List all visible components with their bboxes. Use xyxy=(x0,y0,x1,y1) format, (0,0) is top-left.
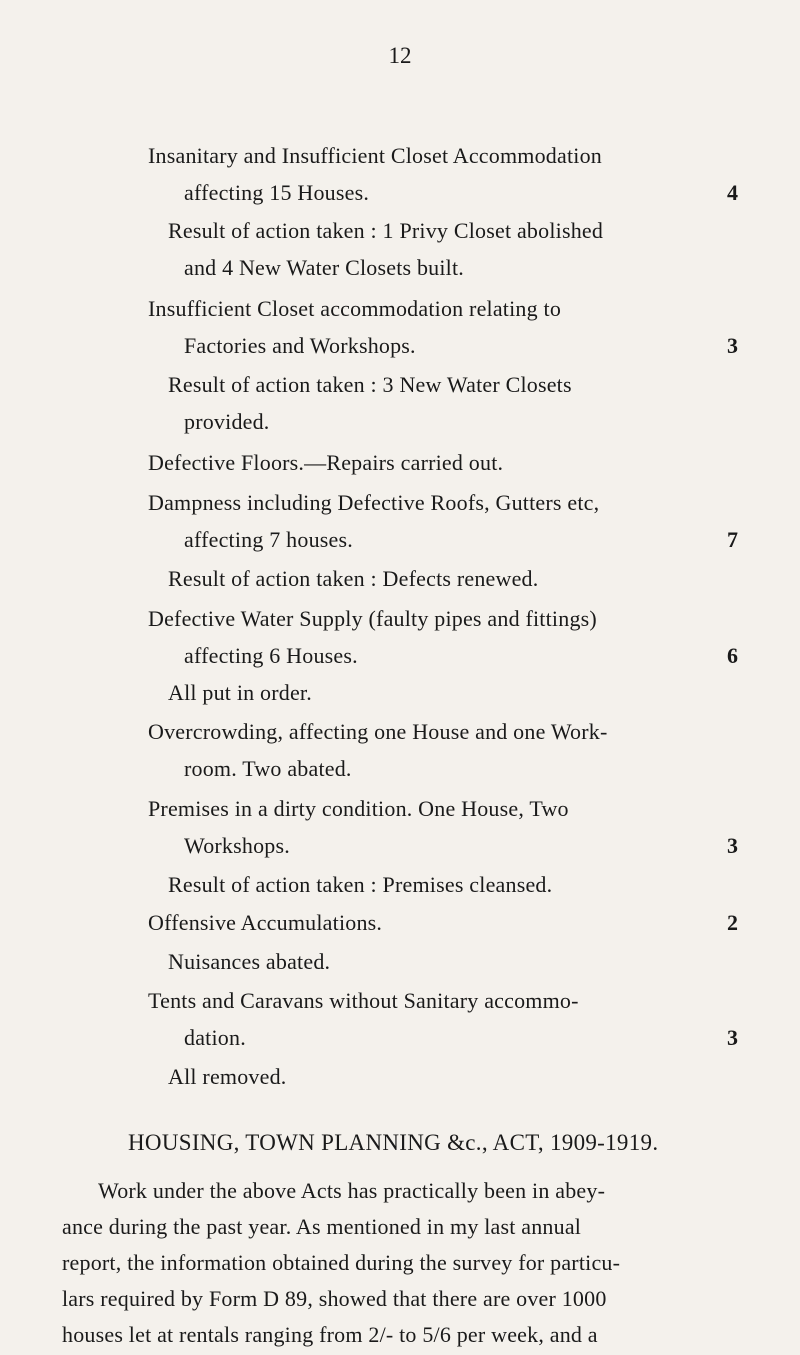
item-5-count: 6 xyxy=(727,643,738,668)
item-2-result-2: provided. xyxy=(184,409,270,434)
item-1-line-1: Insanitary and Insufficient Closet Accommodation xyxy=(148,143,602,168)
page-number: 12 xyxy=(388,43,412,68)
item-8-count: 2 xyxy=(727,910,738,935)
item-1-result-2: and 4 New Water Closets built. xyxy=(184,255,465,280)
item-8-line-1: Offensive Accumulations. xyxy=(148,910,383,935)
item-1-result-1: Result of action taken : 1 Privy Closet abolished xyxy=(168,218,604,243)
item-5-result-1: All put in order. xyxy=(168,680,312,705)
item-5-line-2: affecting 6 Houses. xyxy=(184,643,358,668)
paragraph-line-2: ance during the past year. As mentioned in my last annual xyxy=(62,1214,582,1239)
item-4-line-1: Dampness including Defective Roofs, Gutters etc, xyxy=(148,490,600,515)
item-9-count: 3 xyxy=(727,1025,738,1050)
item-7-line-2: Workshops. xyxy=(184,833,290,858)
item-7-result-1: Result of action taken : Premises cleansed. xyxy=(168,872,553,897)
item-3-line-1: Defective Floors.—Repairs carried out. xyxy=(148,450,504,475)
item-1-line-2: affecting 15 Houses. xyxy=(184,180,370,205)
item-4-result-1: Result of action taken : Defects renewed. xyxy=(168,566,539,591)
item-5-line-1: Defective Water Supply (faulty pipes and fittings) xyxy=(148,606,597,631)
paragraph-line-5: houses let at rentals ranging from 2/- to 5/6 per week, and a xyxy=(62,1322,598,1347)
paragraph-line-4: lars required by Form D 89, showed that there are over 1000 xyxy=(62,1286,607,1311)
paragraph-line-1: Work under the above Acts has practically been in abey- xyxy=(98,1178,606,1203)
item-8-result-1: Nuisances abated. xyxy=(168,949,331,974)
item-7-count: 3 xyxy=(727,833,738,858)
paragraph-line-3: report, the information obtained during the survey for particu- xyxy=(62,1250,621,1275)
item-6-line-1: Overcrowding, affecting one House and one Work- xyxy=(148,719,608,744)
item-9-result-1: All removed. xyxy=(168,1064,287,1089)
item-9-line-1: Tents and Caravans without Sanitary accommo- xyxy=(148,988,579,1013)
item-1-count: 4 xyxy=(727,180,738,205)
section-heading: HOUSING, TOWN PLANNING &c., ACT, 1909-1919. xyxy=(128,1130,659,1155)
item-4-count: 7 xyxy=(727,527,738,552)
item-9-line-2: dation. xyxy=(184,1025,246,1050)
item-2-count: 3 xyxy=(727,333,738,358)
item-7-line-1: Premises in a dirty condition. One House, Two xyxy=(148,796,569,821)
item-6-line-2: room. Two abated. xyxy=(184,756,352,781)
item-4-line-2: affecting 7 houses. xyxy=(184,527,353,552)
item-2-result-1: Result of action taken : 3 New Water Closets xyxy=(168,372,572,397)
item-2-line-1: Insufficient Closet accommodation relating to xyxy=(148,296,562,321)
item-2-line-2: Factories and Workshops. xyxy=(184,333,416,358)
